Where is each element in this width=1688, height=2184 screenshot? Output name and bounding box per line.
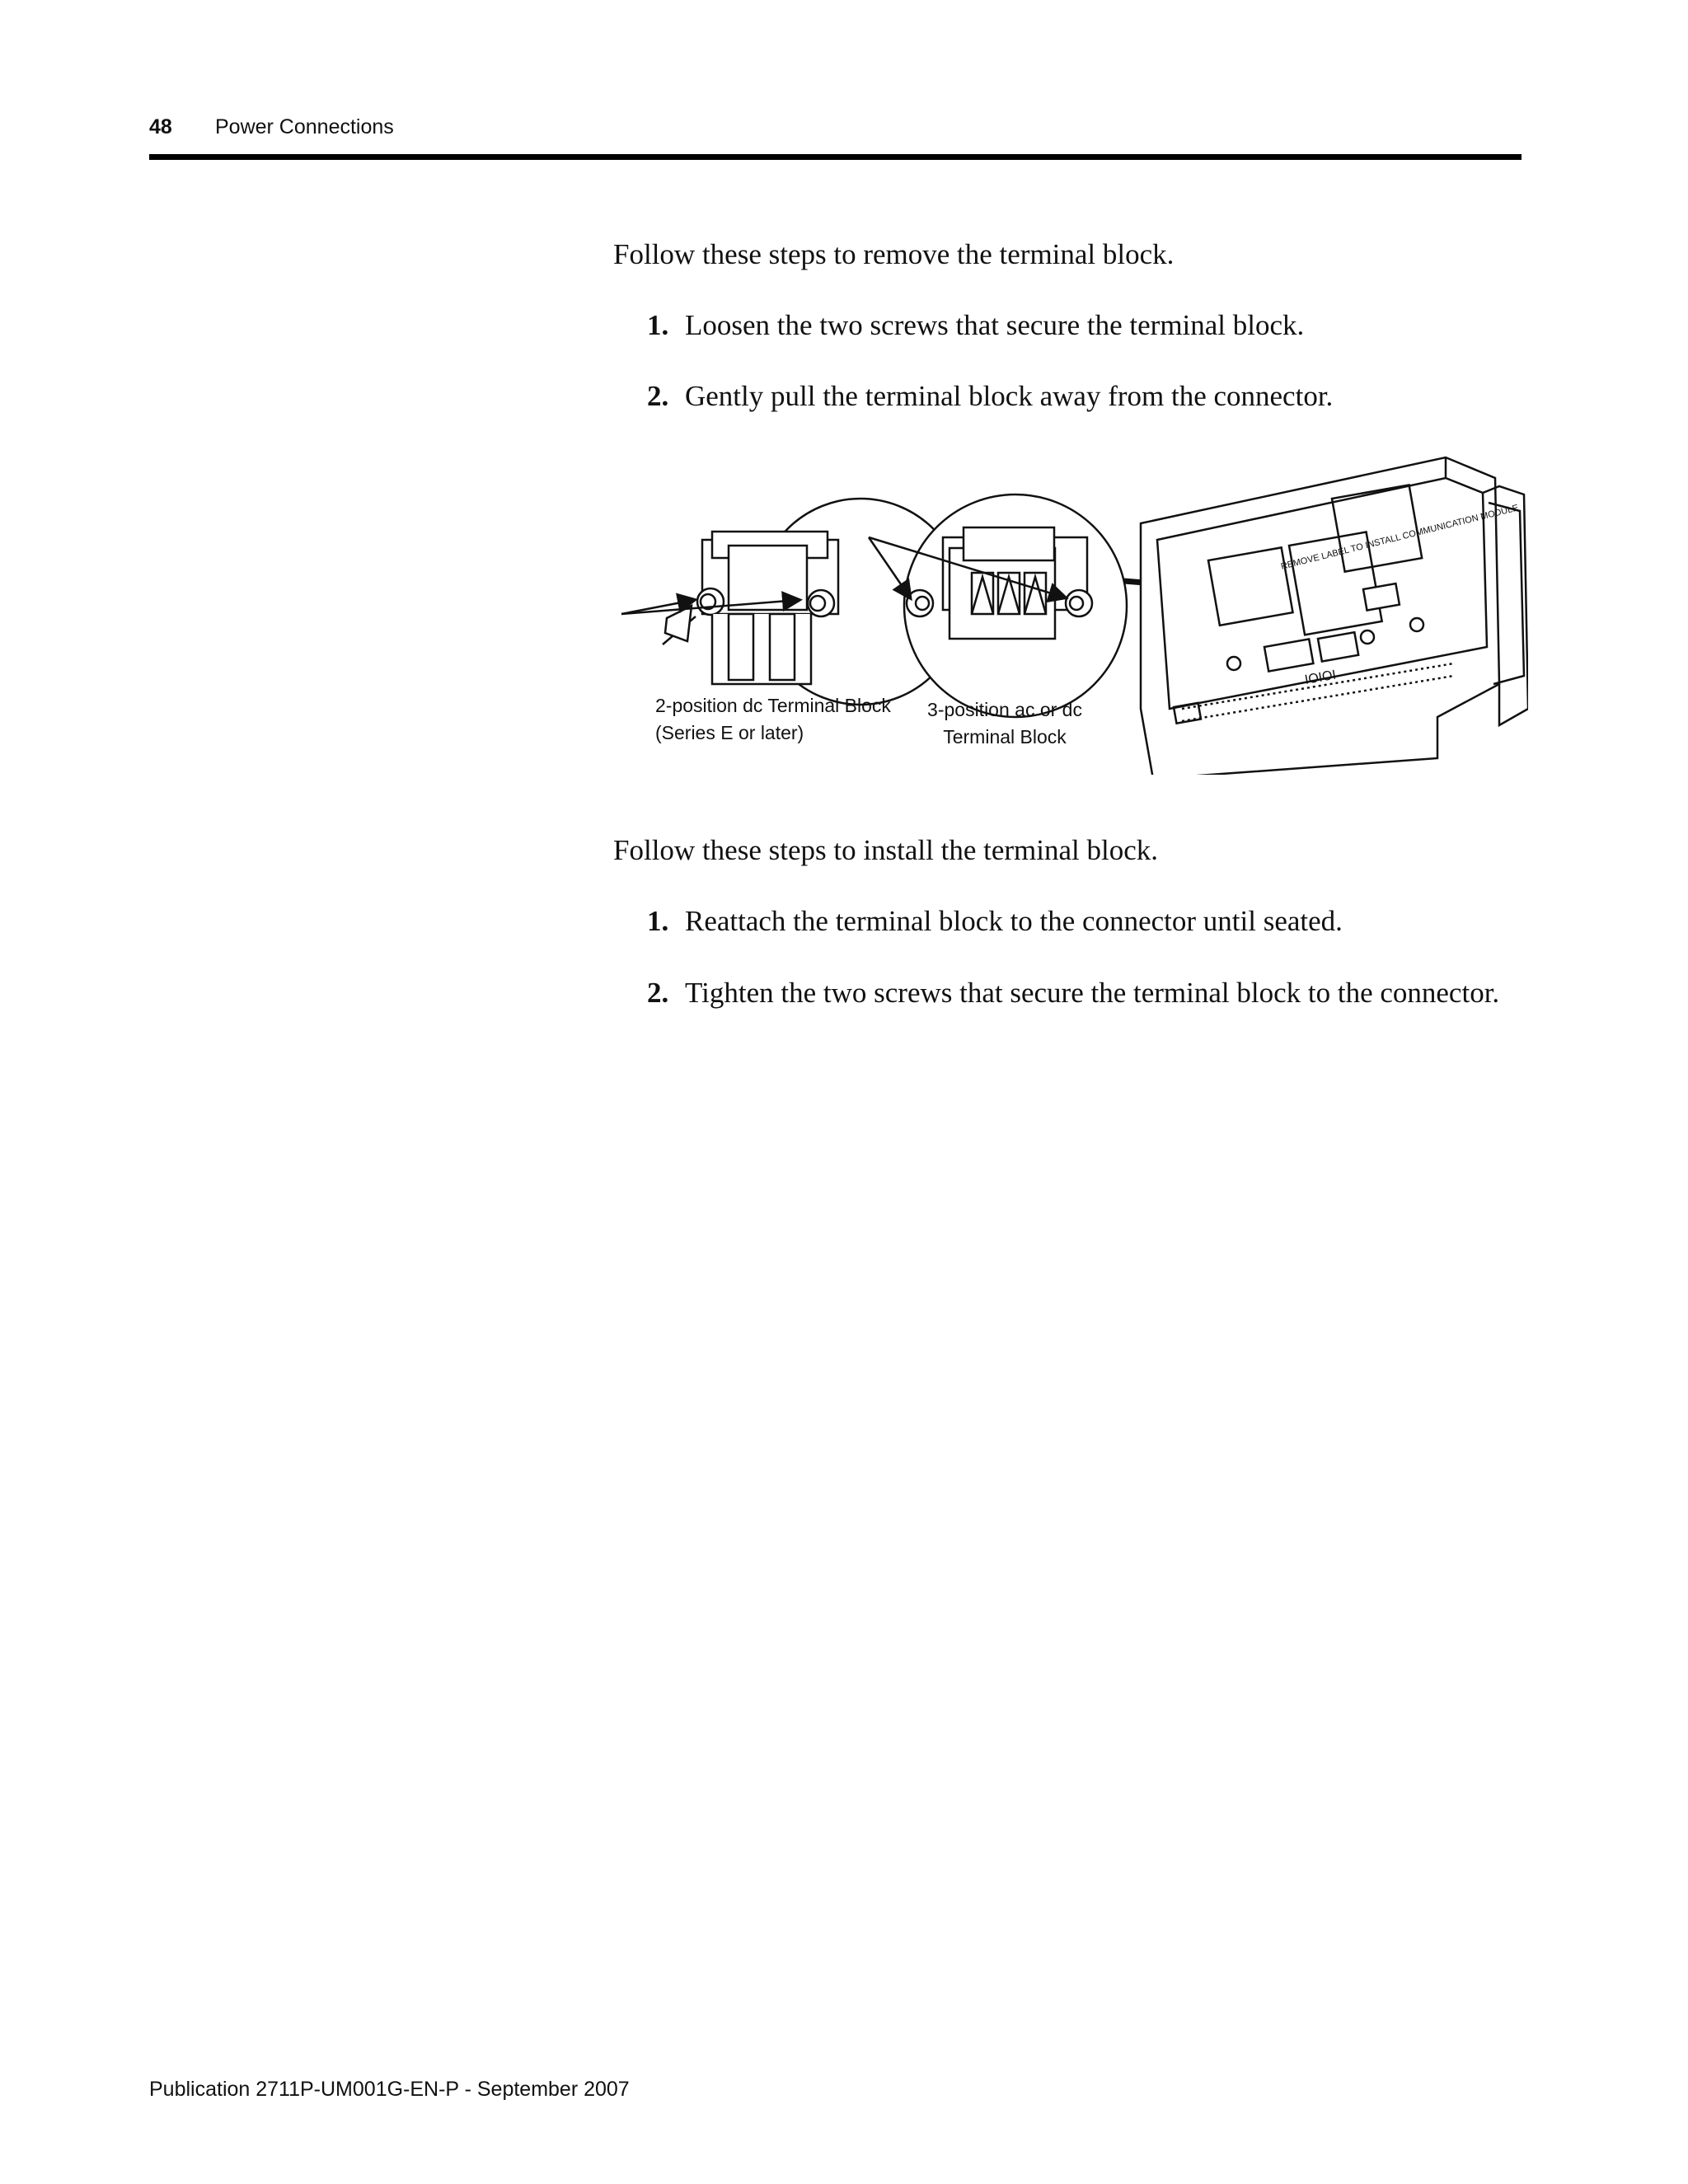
install-intro: Follow these steps to install the terminal block. <box>613 834 1159 866</box>
dc-block-caption <box>655 692 891 747</box>
ac-block-caption <box>926 696 1083 751</box>
step-text: Gently pull the terminal block away from the connector. <box>685 380 1334 412</box>
ac-caption-line-1: 3-position ac or dc <box>927 699 1082 720</box>
step-number: 2. <box>647 977 669 1009</box>
terminal-block-figure <box>613 445 1528 775</box>
publication-footer: Publication 2711P-UM001G-EN-P - September 2007 <box>149 2078 630 2101</box>
step-number: 1. <box>647 309 669 341</box>
step-text: Loosen the two screws that secure the terminal block. <box>685 309 1305 341</box>
step-number: 1. <box>647 905 669 937</box>
section-title: Power Connections <box>215 115 394 138</box>
device-label: REMOVE LABEL TO INSTALL COMMUNICATION MODULE <box>1279 503 1520 572</box>
remove-step-1 <box>647 307 1529 344</box>
remove-intro: Follow these steps to remove the terminal block. <box>613 238 1175 270</box>
remove-step-2 <box>647 378 1529 415</box>
terminal-device-rear <box>1141 457 1528 775</box>
step-text: Tighten the two screws that secure the terminal block to the connector. <box>685 977 1500 1009</box>
page-number: 48 <box>149 115 172 138</box>
step-text: Reattach the terminal block to the connector until seated. <box>685 905 1343 937</box>
port-label: IOIOI <box>1303 668 1338 687</box>
header-rule <box>149 154 1522 160</box>
install-step-1 <box>647 903 1529 940</box>
ac-caption-line-2: Terminal Block <box>943 726 1067 748</box>
step-number: 2. <box>647 380 669 412</box>
dc-caption-line-2: (Series E or later) <box>655 722 804 743</box>
dc-caption-line-1: 2-position dc Terminal Block <box>655 695 891 716</box>
install-step-2 <box>647 975 1529 1011</box>
